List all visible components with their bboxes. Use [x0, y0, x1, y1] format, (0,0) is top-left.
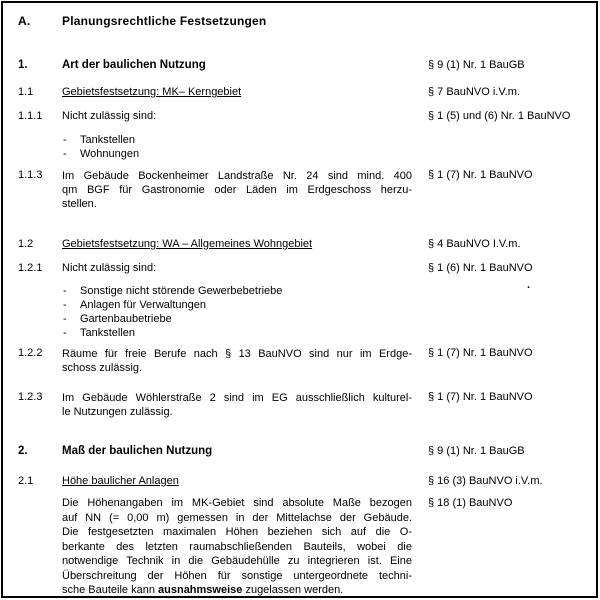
bullet-dash: - [63, 134, 67, 146]
stray-scan-mark: . [527, 279, 531, 291]
section-number: 1. [18, 59, 28, 71]
list-item-text: Anlagen für Verwaltungen [80, 299, 206, 311]
list-item [63, 147, 412, 161]
bullet-dash: - [63, 148, 67, 160]
page-title: Planungsrechtliche Festsetzungen [62, 14, 267, 28]
paragraph-line [62, 583, 412, 598]
document-page [1, 1, 598, 598]
section-number: 2.1 [18, 475, 34, 487]
paragraph-line: schoss zulässig. [62, 362, 143, 374]
paragraph-line: Räume für freie Berufe nach § 13 BauNVO sind nur im Erdge- [62, 348, 412, 360]
paragraph-line: le Nutzungen zulässig. [62, 406, 173, 418]
section-number: 2. [18, 445, 28, 457]
emphasized-word: ausnahmsweise [158, 584, 243, 596]
section-number: 1.1.3 [18, 169, 43, 181]
bullet-dash: - [63, 313, 67, 325]
list-item [63, 298, 412, 312]
section-number: 1.1 [18, 86, 34, 98]
section-number: 1.2.3 [18, 391, 43, 403]
section-number: 1.2.1 [18, 262, 43, 274]
legal-ref: § 9 (1) Nr. 1 BauGB [428, 59, 525, 71]
paragraph-line: qm BGF für Gastronomie oder Läden im Erdgeschoss herzu- [62, 184, 412, 196]
subsection-title: Gebietsfestsetzung: WA – Allgemeines Wohngebiet [62, 238, 313, 250]
subsection-title: Höhe baulicher Anlagen [62, 475, 179, 487]
heading-number: A. [18, 14, 31, 28]
list-item [63, 133, 412, 147]
paragraph-line: Die festgesetzten maximalen Höhen beziehen sich auf die O- [62, 526, 412, 538]
legal-ref: § 18 (1) BauNVO [428, 497, 513, 509]
legal-ref: § 1 (5) und (6) Nr. 1 BauNVO [428, 110, 571, 122]
list-item-text: Wohnungen [80, 148, 140, 160]
legal-ref: § 1 (7) Nr. 1 BauNVO [428, 391, 533, 403]
list-item-text: Tankstellen [80, 327, 136, 339]
paragraph-line: berkante des letzten raumabschließenden Bauteils, wobei die [62, 540, 412, 553]
bullet-dash: - [63, 285, 67, 297]
list-item [63, 284, 412, 298]
paragraph-line: Überschreitung der Höhen für sonstige untergeordnete techni- [62, 569, 412, 582]
section-paragraph [62, 169, 412, 211]
subsection-title: Gebietsfestsetzung: MK– Kerngebiet [62, 86, 242, 98]
paragraph-line: notwendige Technik in die Gebäudehülle zu integrieren ist. Eine [62, 555, 412, 567]
bullet-dash: - [63, 327, 67, 339]
section-paragraph [62, 347, 412, 375]
paragraph-text: zugelassen werden. [242, 584, 344, 596]
section-text: Nicht zulässig sind: [62, 110, 157, 122]
legal-ref: § 7 BauNVO i.V.m. [428, 86, 520, 98]
list-item [63, 312, 412, 326]
list-item [63, 326, 412, 340]
legal-ref: § 1 (6) Nr. 1 BauNVO [428, 262, 533, 274]
legal-ref: § 9 (1) Nr. 1 BauGB [428, 445, 525, 457]
list-item-text: Gartenbaubetriebe [80, 313, 172, 325]
section-number: 1.2 [18, 238, 34, 250]
section-title: Art der baulichen Nutzung [62, 59, 206, 71]
list-item-text: Tankstellen [80, 134, 136, 146]
paragraph-text: sche Bauteile kann [62, 584, 159, 596]
legal-ref: § 1 (7) Nr. 1 BauNVO [428, 169, 533, 181]
bullet-dash: - [63, 299, 67, 311]
legal-ref: § 1 (7) Nr. 1 BauNVO [428, 347, 533, 359]
paragraph-line: auf NN (= 0,00 m) gemessen in der Mittelachse der Gebäude. [62, 511, 412, 524]
section-title: Maß der baulichen Nutzung [62, 445, 213, 457]
section-number: 1.1.1 [18, 110, 43, 122]
legal-ref: § 4 BauNVO I.V.m. [428, 238, 521, 250]
paragraph-line: Im Gebäude Wöhlerstraße 2 sind im EG ausschließlich kulturel- [62, 392, 412, 404]
legal-ref: § 16 (3) BauNVO i.V.m. [428, 475, 543, 487]
list-item-text: Sonstige nicht störende Gewerbebetriebe [80, 285, 283, 297]
paragraph-line: Im Gebäude Bockenheimer Landstraße Nr. 24 sind mind. 400 [62, 170, 412, 182]
paragraph-line: stellen. [62, 198, 97, 210]
paragraph-line: Die Höhenangaben im MK-Gebiet sind absolute Maße bezogen [62, 497, 412, 509]
section-number: 1.2.2 [18, 347, 43, 359]
section-paragraph [62, 391, 412, 419]
section-text: Nicht zulässig sind: [62, 262, 157, 274]
